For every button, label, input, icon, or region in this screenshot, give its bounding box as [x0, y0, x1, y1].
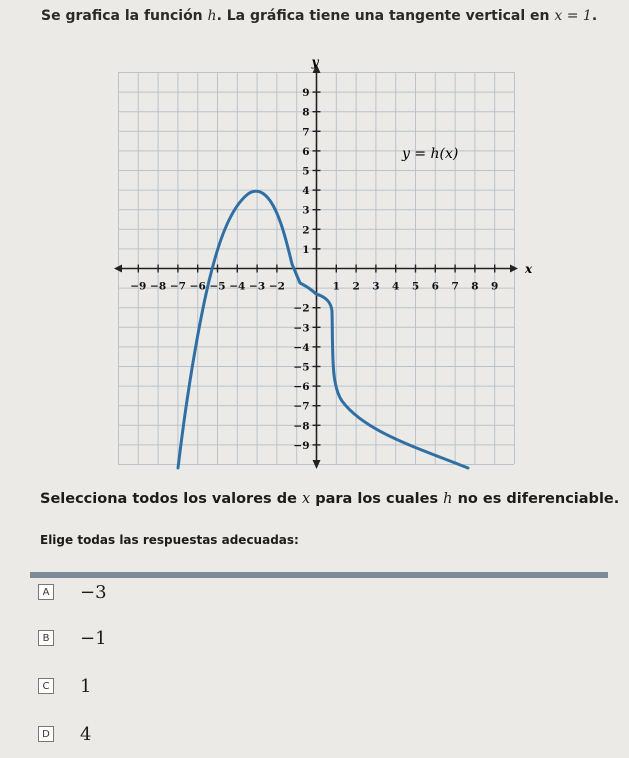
- x-tick-label: −5: [209, 280, 226, 293]
- y-tick-label: 3: [302, 204, 310, 217]
- y-tick-label: −3: [293, 322, 310, 335]
- axes: [114, 64, 518, 469]
- prompt-text-2: . La gráfica tiene una tangente vertical en: [216, 8, 555, 24]
- x-tick-label: 1: [332, 280, 340, 293]
- option-c[interactable]: [38, 674, 238, 698]
- x-tick-label: 3: [372, 280, 380, 293]
- option-b-letter[interactable]: B: [38, 630, 54, 646]
- x-tick-label: 7: [451, 280, 459, 293]
- option-c-letter[interactable]: C: [38, 678, 54, 694]
- y-tick-label: −5: [293, 361, 310, 374]
- x-tick-label: 9: [491, 280, 499, 293]
- instruction-text: Elige todas las respuestas adecuadas:: [40, 533, 299, 547]
- x-tick-label: −7: [169, 280, 186, 293]
- option-a-value[interactable]: −3: [80, 581, 107, 603]
- prompt-text-1: Se grafica la función: [41, 8, 208, 24]
- curve-label: y = h(x): [402, 146, 459, 162]
- prompt-text-3: .: [591, 8, 598, 24]
- x-tick-label: −3: [249, 280, 266, 293]
- y-tick-label: −7: [293, 400, 310, 413]
- question-text: [40, 491, 620, 507]
- question-text-3: no es diferenciable.: [452, 491, 620, 507]
- y-tick-label: −2: [293, 302, 310, 315]
- y-tick-label: 8: [302, 106, 310, 119]
- y-tick-label: −6: [293, 381, 310, 394]
- option-d[interactable]: [38, 722, 238, 746]
- x-tick-label: 6: [431, 280, 439, 293]
- prompt-function-name: h: [207, 8, 217, 24]
- prompt-equation: x = 1: [554, 8, 592, 24]
- x-tick-label: −9: [130, 280, 147, 293]
- y-tick-label: 5: [302, 165, 310, 178]
- option-b[interactable]: [38, 626, 238, 650]
- question-variable: x: [301, 491, 311, 507]
- question-text-2: para los cuales: [310, 491, 444, 507]
- y-tick-label: 2: [302, 224, 310, 237]
- x-tick-label: −6: [189, 280, 206, 293]
- x-tick-label: 5: [411, 280, 420, 293]
- option-b-value[interactable]: −1: [80, 627, 107, 649]
- y-axis-label: y: [311, 55, 319, 69]
- y-tick-label: 9: [302, 87, 310, 100]
- y-tick-label: 4: [302, 185, 310, 198]
- x-tick-label: −8: [150, 280, 167, 293]
- x-tick-label: 8: [471, 280, 479, 293]
- problem-statement: [41, 8, 621, 24]
- option-a-letter[interactable]: A: [38, 584, 54, 600]
- divider-bar: [30, 572, 608, 578]
- y-tick-label: −8: [293, 420, 310, 433]
- question-text-1: Selecciona todos los valores de: [40, 491, 302, 507]
- tick-labels: [130, 87, 498, 452]
- y-tick-label: 1: [302, 243, 310, 256]
- y-tick-label: −9: [293, 439, 310, 452]
- x-tick-label: −4: [229, 280, 246, 293]
- y-tick-label: 7: [302, 126, 310, 139]
- x-axis-label: x: [525, 262, 533, 276]
- y-tick-label: −4: [293, 341, 310, 354]
- option-d-letter[interactable]: D: [38, 726, 54, 742]
- y-tick-label: 6: [302, 145, 310, 158]
- question-function-name: h: [443, 491, 453, 507]
- x-tick-label: 4: [392, 280, 400, 293]
- option-c-value[interactable]: 1: [80, 675, 92, 697]
- option-a[interactable]: [38, 580, 238, 604]
- x-tick-label: −2: [268, 280, 285, 293]
- x-tick-label: 2: [352, 280, 360, 293]
- function-curve: [178, 191, 468, 468]
- option-d-value[interactable]: 4: [80, 723, 92, 745]
- function-graph: [100, 54, 540, 474]
